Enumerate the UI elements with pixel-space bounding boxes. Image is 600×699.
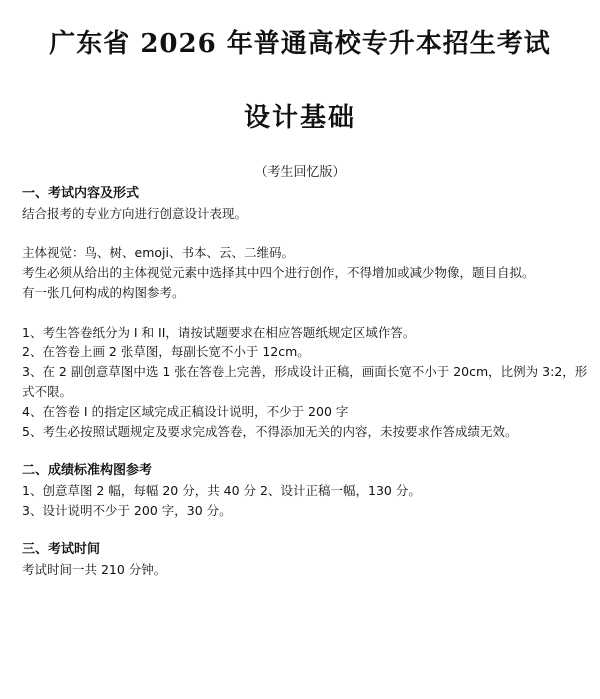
section-1-intro: 结合报考的专业方向进行创意设计表现。 — [22, 205, 248, 221]
document-subject-title: 设计基础 — [243, 103, 356, 133]
spacer — [22, 224, 588, 244]
creation-requirement: 考生必须从给出的主体视觉元素中选择其中四个进行创作，不得增加或减少物像，题目自拟。 — [22, 265, 535, 281]
exam-duration-text: 考试时间一共 210 分钟。 — [22, 562, 167, 578]
requirement-item: 2、在答卷上画 2 张草图，每副长宽不小于 12cm。 — [22, 344, 310, 360]
requirement-item: 3、在 2 副创意草图中选 1 张在答卷上完善，形成设计正稿，画面长宽不小于 20cm，比例为 3:2，形式不限。 — [22, 364, 588, 399]
spacer — [22, 521, 588, 541]
document-body — [22, 184, 588, 580]
requirement-item: 4、在答卷 I 的指定区域完成正稿设计说明，不少于 200 字 — [22, 403, 349, 419]
section-2-heading: 二、成绩标准构图参考 — [22, 463, 153, 479]
spacer — [22, 303, 588, 323]
document-subtitle: （考生回忆版） — [254, 165, 346, 180]
composition-reference: 有一张几何构成的构图参考。 — [22, 284, 185, 300]
section-3-heading: 三、考试时间 — [22, 542, 101, 558]
requirement-item: 1、考生答卷纸分为 I 和 II，请按试题要求在相应答题纸规定区域作答。 — [22, 324, 416, 340]
scoring-item: 3、设计说明不少于 200 字，30 分。 — [22, 502, 232, 518]
document-title: 广东省 2026 年普通高校专升本招生考试 — [49, 29, 551, 59]
requirement-item: 5、考生必按照试题规定及要求完成答卷，不得添加无关的内容，未按要求作答成绩无效。 — [22, 423, 518, 439]
section-1-heading: 一、考试内容及形式 — [22, 186, 140, 201]
spacer — [22, 441, 588, 461]
subject-visual-list: 主体视觉：鸟、树、emoji、书本、云、二维码。 — [22, 245, 294, 261]
scoring-item: 1、创意草图 2 幅，每幅 20 分，共 40 分 2、设计正稿一幅，130 分。 — [22, 482, 421, 498]
